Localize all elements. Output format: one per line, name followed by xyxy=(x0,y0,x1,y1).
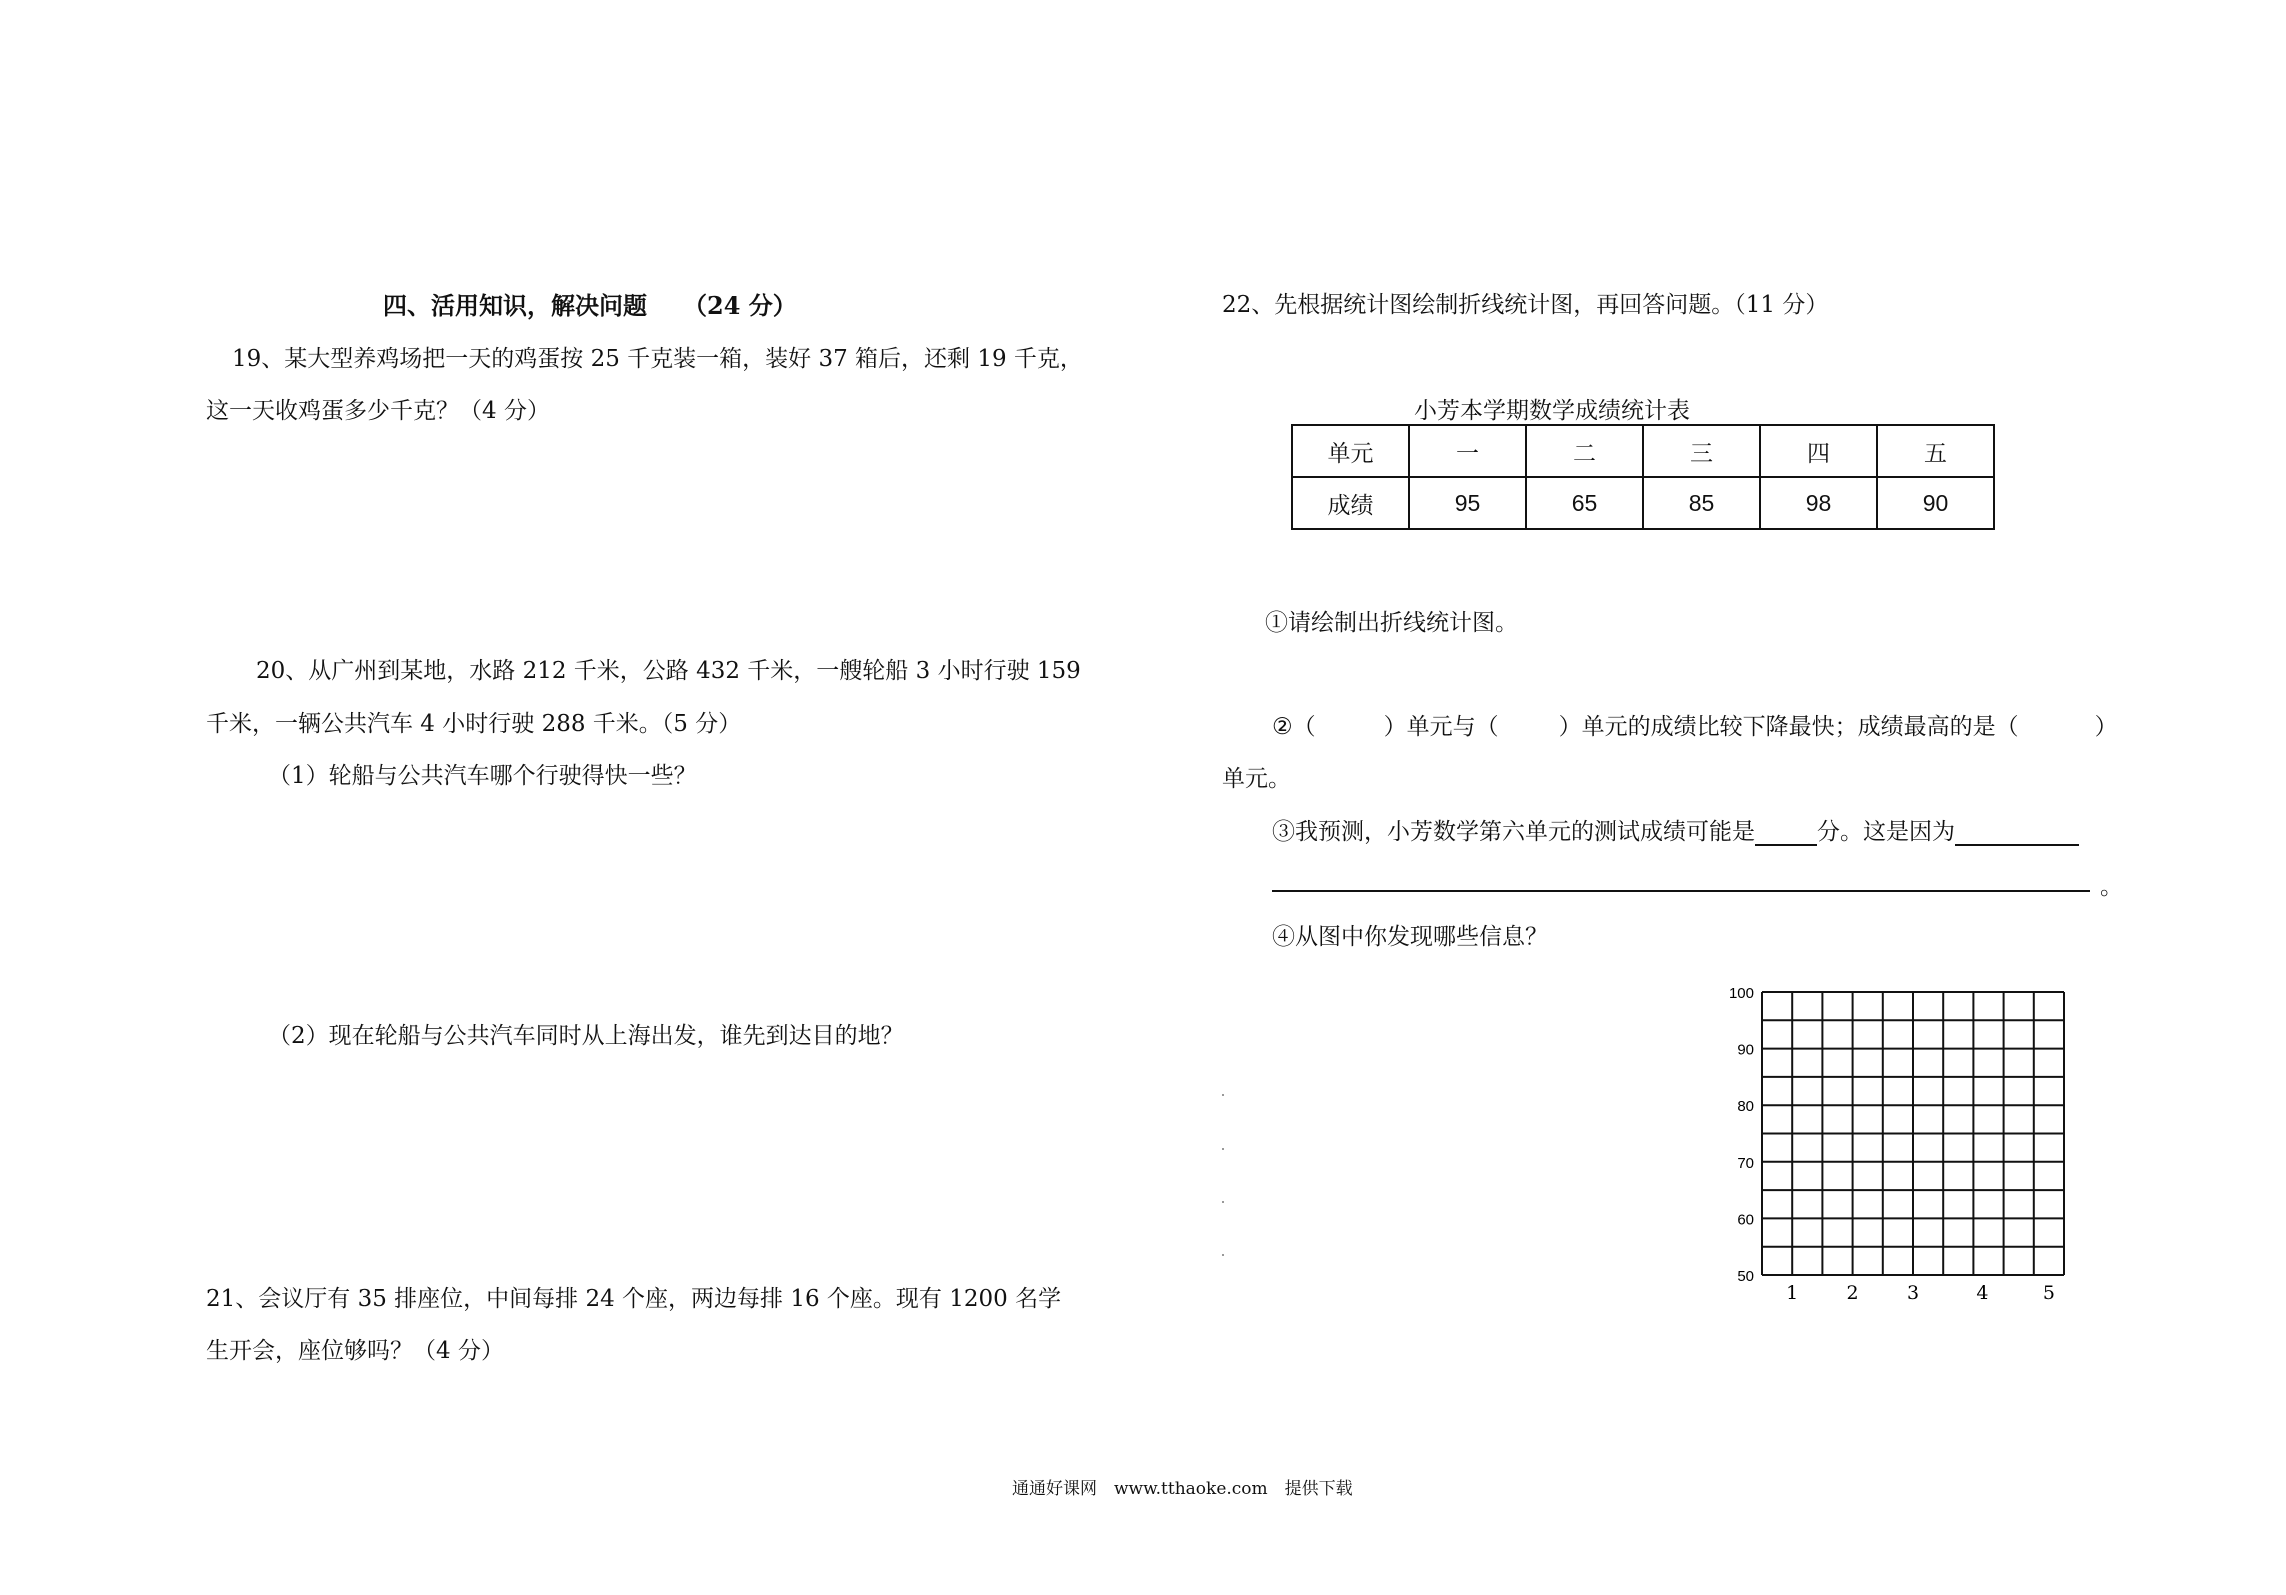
task2-end: 单元。 xyxy=(1222,766,1291,792)
table-row-label: 成绩 xyxy=(1292,477,1409,529)
x-tick-label: 5 xyxy=(2042,1282,2055,1304)
task2-part-a: ②（ xyxy=(1272,714,1316,740)
task2-part-d: ） xyxy=(2094,714,2118,740)
q20-sub1: （1）轮船与公共汽车哪个行驶得快一些？ xyxy=(268,763,697,789)
task2-line xyxy=(1272,708,2118,741)
table-row xyxy=(1292,477,1994,529)
y-tick-label: 50 xyxy=(1737,1268,1754,1285)
q20-line1: 20、从广州到某地，水路 212 千米，公路 432 千米，一艘轮船 3 小时行驶 159 xyxy=(256,658,1081,684)
table-row-label: 单元 xyxy=(1292,425,1409,477)
footer-text: 通通好课网 www.tthaoke.com 提供下载 xyxy=(1012,1479,1353,1499)
x-tick-label: 1 xyxy=(1786,1282,1799,1304)
q21-line2: 生开会，座位够吗？（4 分） xyxy=(206,1338,504,1364)
y-tick-label: 60 xyxy=(1737,1211,1754,1229)
task3-part-b: 分。这是因为 xyxy=(1817,819,1955,845)
table-caption: 小芳本学期数学成绩统计表 xyxy=(1414,398,1690,424)
y-tick-label: 90 xyxy=(1737,1041,1754,1059)
q19-line1: 19、某大型养鸡场把一天的鸡蛋按 25 千克装一箱，装好 37 箱后，还剩 19 千克， xyxy=(232,346,1083,372)
y-tick-label: 70 xyxy=(1737,1154,1754,1172)
score-blank[interactable] xyxy=(1755,820,1817,846)
task2-part-c: ）单元的成绩比较下降最快；成绩最高的是（ xyxy=(1558,714,2019,740)
unit-cell: 四 xyxy=(1760,425,1877,477)
unit-cell: 五 xyxy=(1877,425,1994,477)
y-tick-label: 80 xyxy=(1737,1098,1754,1116)
reason-blank-line2[interactable] xyxy=(1272,866,2090,892)
task1: ①请绘制出折线统计图。 xyxy=(1265,610,1518,636)
y-tick-label: 100 xyxy=(1728,985,1754,1002)
task3-line xyxy=(1272,813,2079,846)
q20-sub2: （2）现在轮船与公共汽车同时从上海出发，谁先到达目的地？ xyxy=(268,1023,904,1049)
score-cell: 90 xyxy=(1877,477,1994,529)
q20-line2: 千米，一辆公共汽车 4 小时行驶 288 千米。（5 分） xyxy=(206,711,742,737)
unit-cell: 二 xyxy=(1526,425,1643,477)
x-tick-label: 4 xyxy=(1976,1282,1989,1304)
section-title: 四、活用知识，解决问题 （24 分） xyxy=(383,291,797,320)
task3-part-a: ③我预测，小芳数学第六单元的测试成绩可能是 xyxy=(1272,819,1755,845)
x-tick-label: 3 xyxy=(1906,1282,1920,1304)
score-cell: 85 xyxy=(1643,477,1760,529)
task4: ④从图中你发现哪些信息？ xyxy=(1272,924,1548,950)
score-cell: 98 xyxy=(1760,477,1877,529)
score-cell: 95 xyxy=(1409,477,1526,529)
unit-cell: 一 xyxy=(1409,425,1526,477)
blank-chart-grid[interactable] xyxy=(1700,980,2100,1320)
x-tick-label: 2 xyxy=(1846,1282,1859,1304)
q19-line2: 这一天收鸡蛋多少千克？（4 分） xyxy=(206,398,550,424)
task2-part-b: ）单元与（ xyxy=(1383,714,1499,740)
unit-cell: 三 xyxy=(1643,425,1760,477)
q22-title: 22、先根据统计图绘制折线统计图，再回答问题。（11 分） xyxy=(1222,292,1829,318)
table-row xyxy=(1292,425,1994,477)
q21-line1: 21、会议厅有 35 排座位，中间每排 24 个座，两边每排 16 个座。现有 1200 名学 xyxy=(206,1286,1062,1312)
reason-blank[interactable] xyxy=(1955,820,2079,846)
task3-period: 。 xyxy=(2100,874,2123,900)
score-table xyxy=(1291,424,1995,530)
score-cell: 65 xyxy=(1526,477,1643,529)
